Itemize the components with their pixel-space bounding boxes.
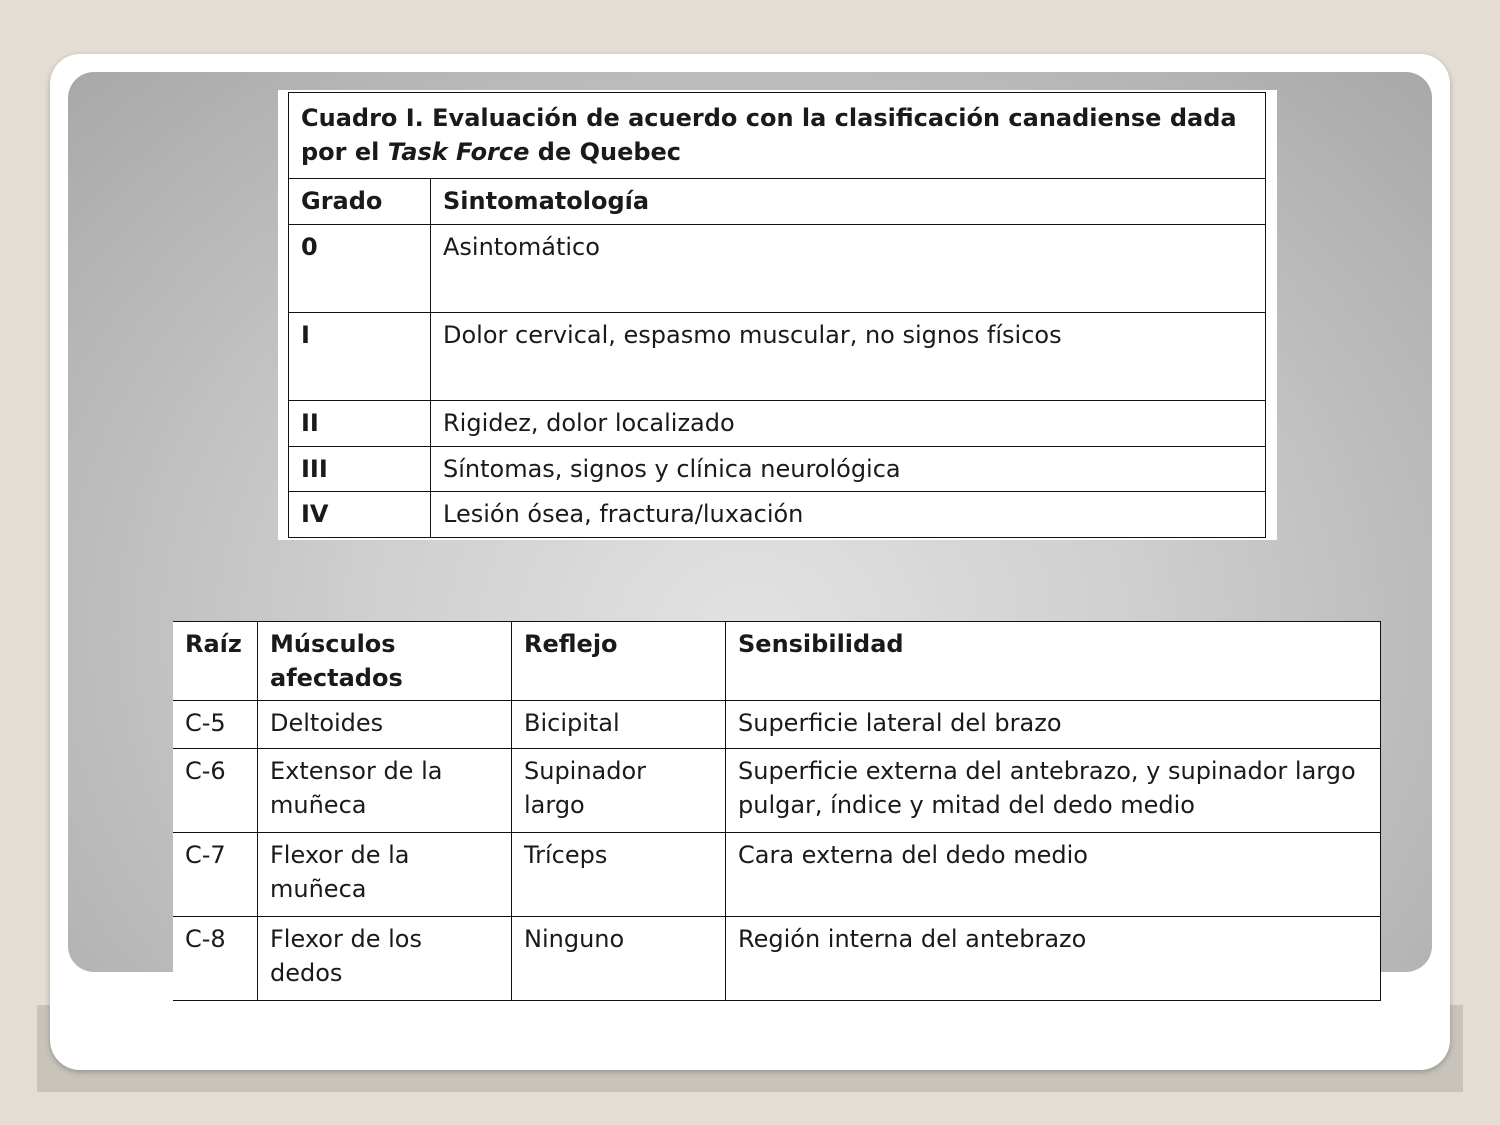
description-cell: Rigidez, dolor localizado	[431, 401, 1266, 447]
root-cell: C-8	[173, 916, 258, 1000]
sensitivity-cell: Superficie lateral del brazo	[726, 701, 1381, 749]
grade-cell: III	[289, 446, 431, 492]
nerve-root-table	[173, 621, 1381, 1001]
header-reflejo: Reflejo	[512, 622, 726, 701]
table-row	[289, 312, 1266, 400]
sensitivity-cell: Región interna del antebrazo	[726, 916, 1381, 1000]
reflex-cell: Ninguno	[512, 916, 726, 1000]
muscles-cell: Extensor de la muñeca	[258, 748, 512, 832]
root-cell: C-6	[173, 748, 258, 832]
description-cell: Asintomático	[431, 224, 1266, 312]
muscles-cell: Flexor de los dedos	[258, 916, 512, 1000]
table-row	[173, 832, 1381, 916]
table-row	[173, 916, 1381, 1000]
header-grado: Grado	[289, 179, 431, 225]
sensitivity-cell: Superficie externa del antebrazo, y supinador largo pulgar, índice y mitad del dedo medio	[726, 748, 1381, 832]
description-cell: Síntomas, signos y clínica neurológica	[431, 446, 1266, 492]
table-row	[173, 701, 1381, 749]
description-cell: Dolor cervical, espasmo muscular, no signos físicos	[431, 312, 1266, 400]
grade-cell: 0	[289, 224, 431, 312]
header-musculos: Músculos afectados	[258, 622, 512, 701]
header-sintomatologia: Sintomatología	[431, 179, 1266, 225]
sensitivity-cell: Cara externa del dedo medio	[726, 832, 1381, 916]
grade-cell: II	[289, 401, 431, 447]
muscles-cell: Flexor de la muñeca	[258, 832, 512, 916]
quebec-classification-table	[278, 90, 1277, 540]
grade-cell: IV	[289, 492, 431, 538]
header-raiz: Raíz	[173, 622, 258, 701]
header-sensibilidad: Sensibilidad	[726, 622, 1381, 701]
root-cell: C-5	[173, 701, 258, 749]
reflex-cell: Supinador largo	[512, 748, 726, 832]
root-cell: C-7	[173, 832, 258, 916]
reflex-cell: Bicipital	[512, 701, 726, 749]
table-row	[289, 492, 1266, 538]
reflex-cell: Tríceps	[512, 832, 726, 916]
table-row	[173, 748, 1381, 832]
muscles-cell: Deltoides	[258, 701, 512, 749]
grade-cell: I	[289, 312, 431, 400]
table-row	[289, 446, 1266, 492]
table-caption: Cuadro I. Evaluación de acuerdo con la clasificación canadiense dada por el Task Force de Quebec	[289, 93, 1266, 179]
table-row	[289, 401, 1266, 447]
description-cell: Lesión ósea, fractura/luxación	[431, 492, 1266, 538]
table-row	[289, 224, 1266, 312]
